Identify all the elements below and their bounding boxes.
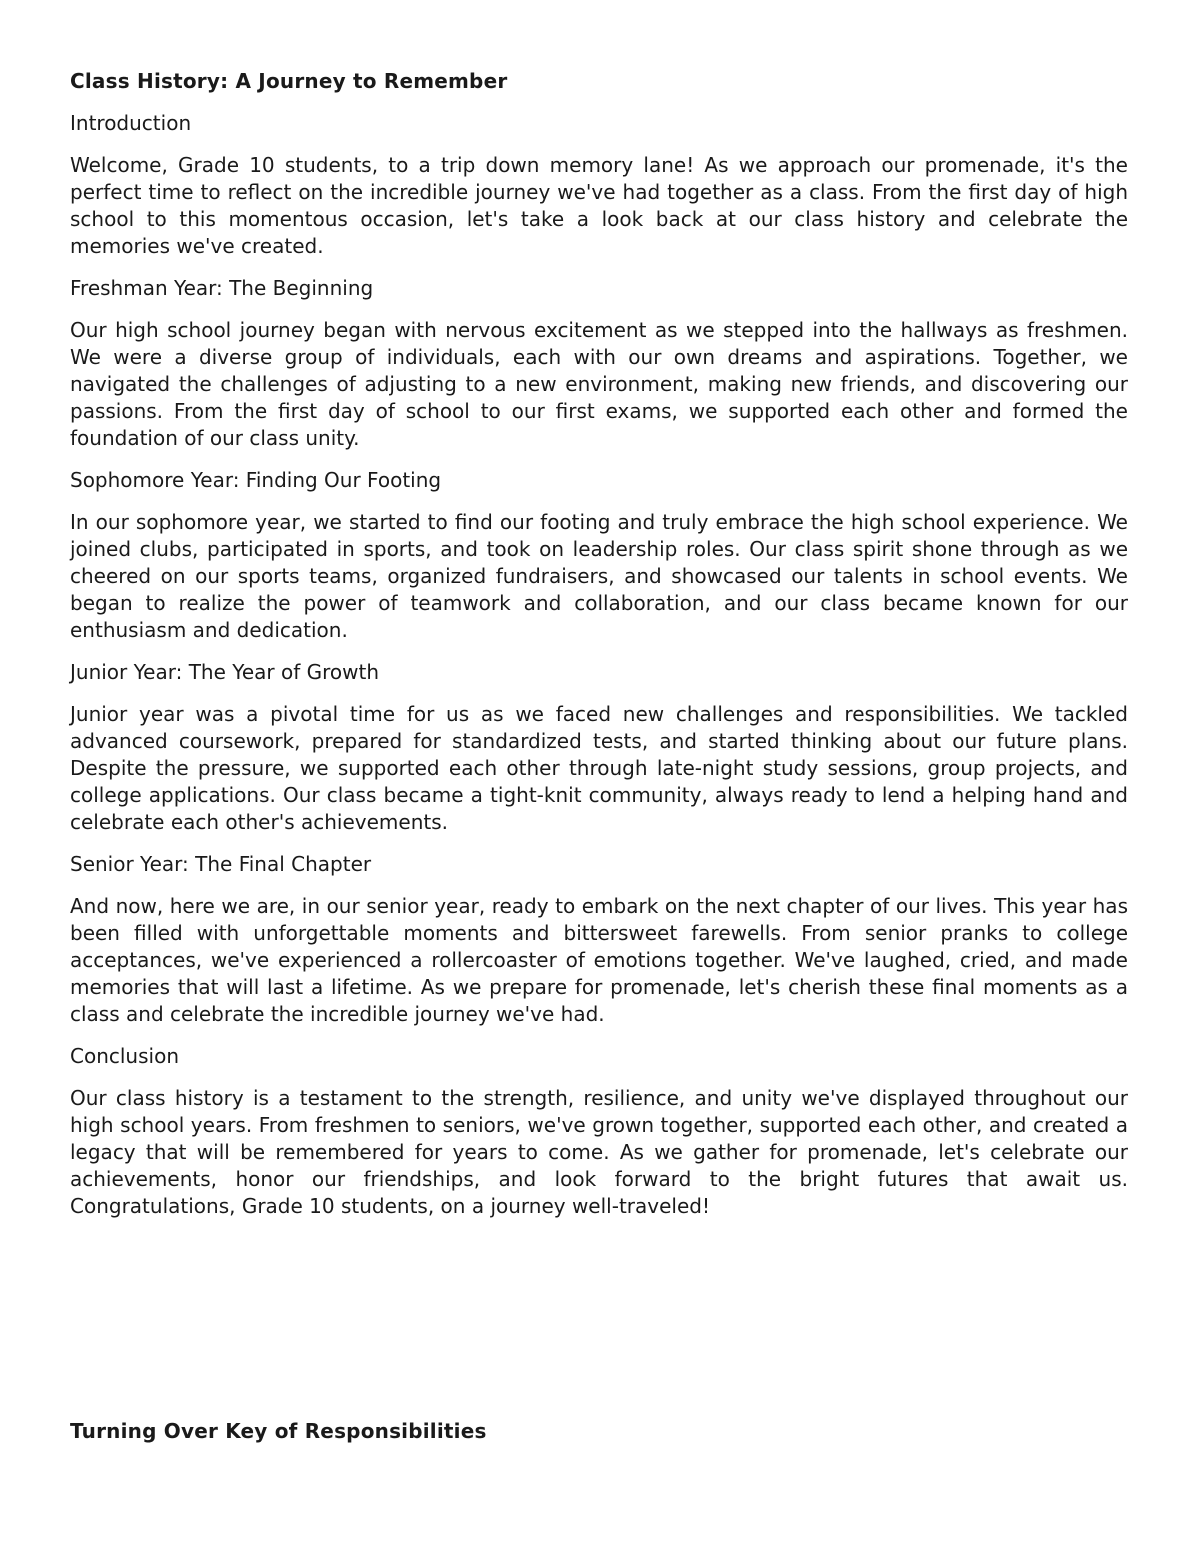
next-section-title: Turning Over Key of Responsibilities bbox=[70, 1419, 487, 1443]
section-heading-introduction: Introduction bbox=[70, 111, 192, 135]
section-paragraph-senior: And now, here we are, in our senior year, ready to embark on the next chapter of our lives. This year has been filled with unforgettable moments and bittersweet farewells. From senior pranks to college acceptances, we've experienced a rollercoaster of emotions together. We've laughed, cried, and made memories that will last a lifetime. As we prepare for promenade, let's cherish these final moments as a class and celebrate the incredible journey we've had. bbox=[70, 894, 1128, 1026]
document-body bbox=[70, 68, 1128, 1235]
section-heading-conclusion: Conclusion bbox=[70, 1044, 179, 1068]
section-heading-senior: Senior Year: The Final Chapter bbox=[70, 852, 372, 876]
section-heading-sophomore: Sophomore Year: Finding Our Footing bbox=[70, 468, 442, 492]
section-heading-junior: Junior Year: The Year of Growth bbox=[70, 660, 379, 684]
section-paragraph-junior: Junior year was a pivotal time for us as we faced new challenges and responsibilities. We tackled advanced coursework, prepared for standardized tests, and started thinking about our future plans. Despite the pressure, we supported each other through late-night study sessions, group projects, and college applications. Our class became a tight-knit community, always ready to lend a helping hand and celebrate each other's achievements. bbox=[70, 702, 1128, 834]
section-paragraph-introduction: Welcome, Grade 10 students, to a trip down memory lane! As we approach our promenade, it's the perfect time to reflect on the incredible journey we've had together as a class. From the first day of high school to this momentous occasion, let's take a look back at our class history and celebrate the memories we've created. bbox=[70, 153, 1128, 258]
document-title: Class History: A Journey to Remember bbox=[70, 69, 508, 93]
section-paragraph-conclusion: Our class history is a testament to the strength, resilience, and unity we've displayed throughout our high school years. From freshmen to seniors, we've grown together, supported each other, and created a legacy that will be remembered for years to come. As we gather for promenade, let's celebrate our achievements, honor our friendships, and look forward to the bright futures that await us. Congratulations, Grade 10 students, on a journey well-traveled! bbox=[70, 1086, 1128, 1218]
section-heading-freshman: Freshman Year: The Beginning bbox=[70, 276, 374, 300]
section-paragraph-sophomore: In our sophomore year, we started to find our footing and truly embrace the high school experience. We joined clubs, participated in sports, and took on leadership roles. Our class spirit shone through as we cheered on our sports teams, organized fundraisers, and showcased our talents in school events. We began to realize the power of teamwork and collaboration, and our class became known for our enthusiasm and dedication. bbox=[70, 510, 1128, 642]
section-paragraph-freshman: Our high school journey began with nervous excitement as we stepped into the hallways as freshmen. We were a diverse group of individuals, each with our own dreams and aspirations. Together, we navigated the challenges of adjusting to a new environment, making new friends, and discovering our passions. From the first day of school to our first exams, we supported each other and formed the foundation of our class unity. bbox=[70, 318, 1128, 450]
